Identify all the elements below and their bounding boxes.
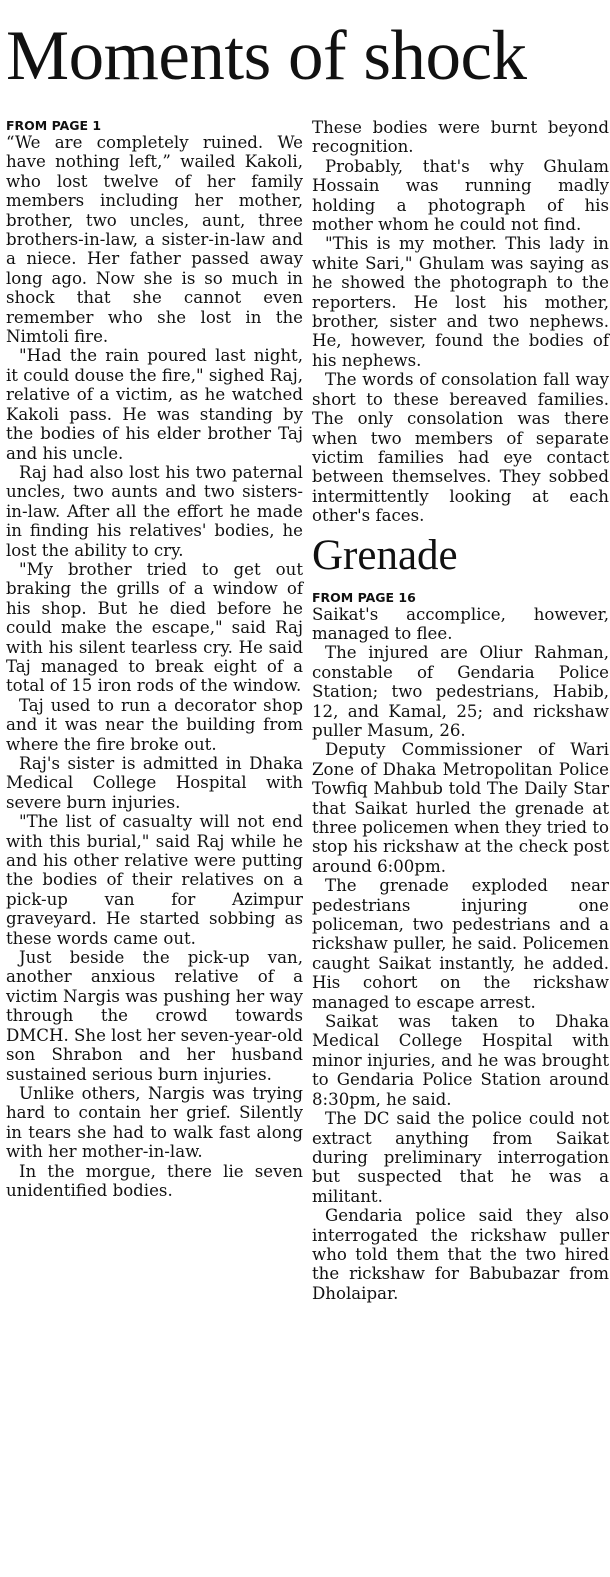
story1-paragraph: “We are completely ruined. We have nothing left,” wailed Kakoli, who lost twelve of her family members including her mother, brother, two uncles, aunt, three brothers-in-law, a sister-in-law and a niece. Her father passed away long ago. Now she is so much in shock that she cannot even remember who she lost in the Nimtoli fire.: [6, 133, 303, 347]
left-column: [6, 118, 303, 1573]
story2-paragraph: Gendaria police said they also interrogated the rickshaw puller who told them that the two hired the rickshaw for Babubazar from Dholaipar.: [312, 1206, 609, 1303]
story1-paragraph: Just beside the pick-up van, another anxious relative of a victim Nargis was pushing her way through the crowd towards DMCH. She lost her seven-year-old son Shrabon and her husband sustained serious burn injuries.: [6, 948, 304, 1084]
story2-paragraph: Saikat's accomplice, however, managed to flee.: [312, 604, 609, 643]
article-columns: [6, 118, 609, 1573]
story1-paragraph: Taj used to run a decorator shop and it was near the building from where the fire broke out.: [6, 695, 303, 754]
story1-paragraph: Unlike others, Nargis was trying hard to contain her grief. Silently in tears she had to walk fast along with her mother-in-law.: [6, 1083, 303, 1162]
story2-paragraph: The injured are Oliur Rahman, constable of Gendaria Police Station; two pedestrians, Habib, 12, and Kamal, 25; and rickshaw puller Masum, 26.: [312, 643, 609, 740]
story1-paragraph: "My brother tried to get out braking the grills of a window of his shop. But he died before he could make the escape," said Raj with his silent tearless cry. He said Taj managed to break eight of a total of 15 iron rods of the window.: [6, 559, 303, 696]
story1-paragraph: Raj's sister is admitted in Dhaka Medical College Hospital with severe burn injuries.: [6, 754, 303, 812]
right-column: [312, 118, 609, 1573]
page-headline: Moments of shock: [6, 17, 527, 95]
story2-paragraph: Saikat was taken to Dhaka Medical College Hospital with minor injuries, and he was brought to Gendaria Police Station around 8:30pm, he said.: [312, 1012, 609, 1109]
story2-paragraph: Deputy Commissioner of Wari Zone of Dhaka Metropolitan Police Towfiq Mahbub told The Daily Star that Saikat hurled the grenade at three policemen when they tried to stop his rickshaw at the check post around 6:00pm.: [312, 740, 609, 876]
story2-paragraph: The grenade exploded near pedestrians injuring one policeman, two pedestrians and a rickshaw puller, he said. Policemen caught Saikat instantly, he added. His cohort on the rickshaw managed to escape arrest.: [312, 876, 609, 1012]
story2-paragraph: The DC said the police could not extract anything from Saikat during preliminary interrogation but suspected that he was a militant.: [312, 1109, 609, 1206]
story1-paragraph: "Had the rain poured last night, it could douse the fire," sighed Raj, relative of a victim, as he watched Kakoli pass. He was standing by the bodies of his elder brother Taj and his uncle.: [6, 346, 303, 463]
story1-paragraph: The words of consolation fall way short to these bereaved families. The only consolation was there when two members of separate victim families had eye contact between themselves. They sobbed intermittently looking at each other's faces.: [312, 370, 609, 526]
story1-paragraph: Raj had also lost his two paternal uncles, two aunts and two sisters-in-law. After all the effort he made in finding his relatives' bodies, he lost the ability to cry.: [6, 462, 303, 560]
story1-paragraph: In the morgue, there lie seven unidentified bodies.: [6, 1161, 303, 1200]
story1-paragraph: These bodies were burnt beyond recognition.: [312, 118, 609, 157]
story1-paragraph: "This is my mother. This lady in white Sari," Ghulam was saying as he showed the photograph to the reporters. He lost his mother, brother, sister and two nephews. He, however, found the bodies of his nephews.: [312, 234, 609, 370]
story1-kicker: FROM PAGE 1: [6, 118, 102, 133]
story1-paragraph: Probably, that's why Ghulam Hossain was running madly holding a photograph of his mother whom he could not find.: [312, 156, 609, 235]
story2-kicker: FROM PAGE 16: [312, 589, 416, 605]
story2-headline: Grenade: [312, 531, 458, 579]
story1-paragraph: "The list of casualty will not end with this burial," said Raj while he and his other relative were putting the bodies of their relatives on a pick-up van for Azimpur graveyard. He started sobbing as these words came out.: [6, 812, 303, 948]
